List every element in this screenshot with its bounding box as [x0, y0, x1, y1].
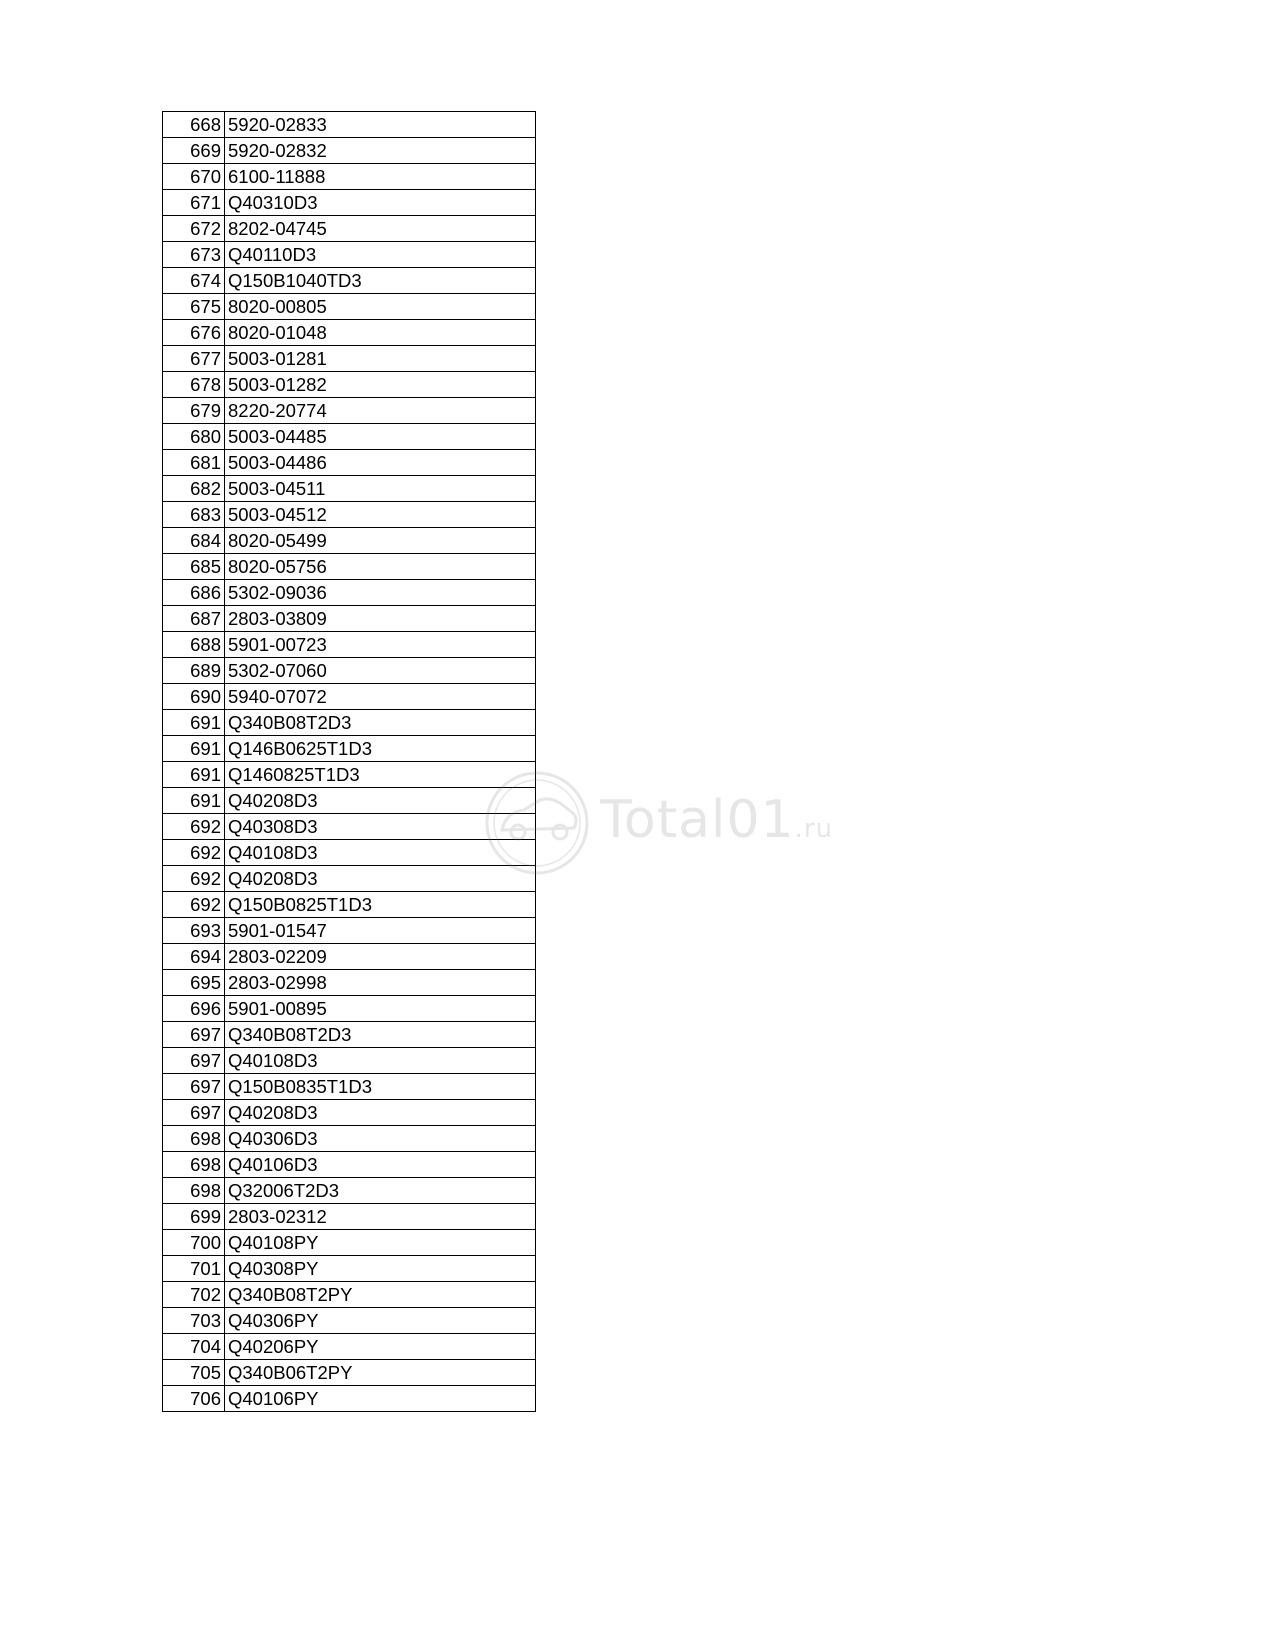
- part-code-cell: Q40308PY: [225, 1256, 536, 1282]
- table-row: [163, 268, 536, 294]
- row-number-cell: 696: [163, 996, 225, 1022]
- table-row: [163, 1360, 536, 1386]
- table-row: [163, 1152, 536, 1178]
- part-code-cell: 5003-04486: [225, 450, 536, 476]
- table-row: [163, 866, 536, 892]
- row-number-cell: 671: [163, 190, 225, 216]
- row-number-cell: 683: [163, 502, 225, 528]
- part-code-cell: 5302-09036: [225, 580, 536, 606]
- part-code-cell: 5302-07060: [225, 658, 536, 684]
- row-number-cell: 687: [163, 606, 225, 632]
- part-code-cell: Q40108D3: [225, 1048, 536, 1074]
- table-row: [163, 762, 536, 788]
- table-row: [163, 788, 536, 814]
- part-code-cell: Q32006T2D3: [225, 1178, 536, 1204]
- table-row: [163, 606, 536, 632]
- row-number-cell: 698: [163, 1178, 225, 1204]
- row-number-cell: 685: [163, 554, 225, 580]
- table-row: [163, 1178, 536, 1204]
- row-number-cell: 692: [163, 866, 225, 892]
- row-number-cell: 690: [163, 684, 225, 710]
- part-code-cell: 8020-05756: [225, 554, 536, 580]
- part-code-cell: 2803-03809: [225, 606, 536, 632]
- parts-table-body: [163, 112, 536, 1412]
- part-code-cell: 2803-02998: [225, 970, 536, 996]
- row-number-cell: 705: [163, 1360, 225, 1386]
- part-code-cell: Q40108D3: [225, 840, 536, 866]
- row-number-cell: 706: [163, 1386, 225, 1412]
- row-number-cell: 691: [163, 736, 225, 762]
- row-number-cell: 676: [163, 320, 225, 346]
- row-number-cell: 695: [163, 970, 225, 996]
- table-row: [163, 918, 536, 944]
- part-code-cell: 5920-02832: [225, 138, 536, 164]
- row-number-cell: 704: [163, 1334, 225, 1360]
- row-number-cell: 692: [163, 814, 225, 840]
- part-code-cell: Q150B0835T1D3: [225, 1074, 536, 1100]
- table-row: [163, 1074, 536, 1100]
- part-code-cell: Q40206PY: [225, 1334, 536, 1360]
- part-code-cell: Q1460825T1D3: [225, 762, 536, 788]
- row-number-cell: 698: [163, 1126, 225, 1152]
- watermark-text: Total01.ru: [600, 790, 834, 850]
- part-code-cell: Q40308D3: [225, 814, 536, 840]
- table-row: [163, 164, 536, 190]
- table-row: [163, 450, 536, 476]
- table-row: [163, 684, 536, 710]
- row-number-cell: 697: [163, 1048, 225, 1074]
- part-code-cell: 5003-01281: [225, 346, 536, 372]
- row-number-cell: 684: [163, 528, 225, 554]
- part-code-cell: 5003-04512: [225, 502, 536, 528]
- table-row: [163, 658, 536, 684]
- table-row: [163, 840, 536, 866]
- part-code-cell: Q150B1040TD3: [225, 268, 536, 294]
- table-row: [163, 476, 536, 502]
- part-code-cell: 2803-02312: [225, 1204, 536, 1230]
- table-row: [163, 632, 536, 658]
- row-number-cell: 702: [163, 1282, 225, 1308]
- part-code-cell: 8220-20774: [225, 398, 536, 424]
- table-row: [163, 1334, 536, 1360]
- row-number-cell: 678: [163, 372, 225, 398]
- part-code-cell: 8020-05499: [225, 528, 536, 554]
- part-code-cell: Q40106D3: [225, 1152, 536, 1178]
- row-number-cell: 688: [163, 632, 225, 658]
- table-row: [163, 1282, 536, 1308]
- part-code-cell: Q40306D3: [225, 1126, 536, 1152]
- part-code-cell: 5003-04511: [225, 476, 536, 502]
- part-code-cell: Q40306PY: [225, 1308, 536, 1334]
- row-number-cell: 697: [163, 1074, 225, 1100]
- row-number-cell: 697: [163, 1100, 225, 1126]
- table-row: [163, 892, 536, 918]
- table-row: [163, 424, 536, 450]
- table-row: [163, 190, 536, 216]
- table-row: [163, 1204, 536, 1230]
- table-row: [163, 1022, 536, 1048]
- table-row: [163, 970, 536, 996]
- table-row: [163, 1386, 536, 1412]
- part-code-cell: Q40106PY: [225, 1386, 536, 1412]
- row-number-cell: 691: [163, 710, 225, 736]
- parts-table: [162, 111, 536, 1412]
- table-row: [163, 944, 536, 970]
- part-code-cell: 5940-07072: [225, 684, 536, 710]
- part-code-cell: Q150B0825T1D3: [225, 892, 536, 918]
- part-code-cell: Q340B08T2D3: [225, 710, 536, 736]
- table-row: [163, 1048, 536, 1074]
- row-number-cell: 674: [163, 268, 225, 294]
- row-number-cell: 686: [163, 580, 225, 606]
- part-code-cell: 5901-00895: [225, 996, 536, 1022]
- table-row: [163, 346, 536, 372]
- part-code-cell: 6100-11888: [225, 164, 536, 190]
- row-number-cell: 679: [163, 398, 225, 424]
- row-number-cell: 692: [163, 892, 225, 918]
- row-number-cell: 701: [163, 1256, 225, 1282]
- table-row: [163, 710, 536, 736]
- part-code-cell: 8020-01048: [225, 320, 536, 346]
- row-number-cell: 680: [163, 424, 225, 450]
- row-number-cell: 668: [163, 112, 225, 138]
- part-code-cell: 2803-02209: [225, 944, 536, 970]
- row-number-cell: 677: [163, 346, 225, 372]
- row-number-cell: 669: [163, 138, 225, 164]
- row-number-cell: 689: [163, 658, 225, 684]
- row-number-cell: 682: [163, 476, 225, 502]
- row-number-cell: 692: [163, 840, 225, 866]
- row-number-cell: 672: [163, 216, 225, 242]
- row-number-cell: 693: [163, 918, 225, 944]
- table-row: [163, 112, 536, 138]
- part-code-cell: 5901-00723: [225, 632, 536, 658]
- part-code-cell: Q340B06T2PY: [225, 1360, 536, 1386]
- part-code-cell: Q40108PY: [225, 1230, 536, 1256]
- table-row: [163, 528, 536, 554]
- row-number-cell: 670: [163, 164, 225, 190]
- part-code-cell: Q340B08T2PY: [225, 1282, 536, 1308]
- row-number-cell: 675: [163, 294, 225, 320]
- row-number-cell: 691: [163, 788, 225, 814]
- table-row: [163, 1126, 536, 1152]
- row-number-cell: 691: [163, 762, 225, 788]
- table-row: [163, 294, 536, 320]
- table-row: [163, 1230, 536, 1256]
- table-row: [163, 398, 536, 424]
- part-code-cell: Q40110D3: [225, 242, 536, 268]
- part-code-cell: Q340B08T2D3: [225, 1022, 536, 1048]
- row-number-cell: 698: [163, 1152, 225, 1178]
- part-code-cell: Q146B0625T1D3: [225, 736, 536, 762]
- table-row: [163, 320, 536, 346]
- table-row: [163, 1256, 536, 1282]
- row-number-cell: 697: [163, 1022, 225, 1048]
- row-number-cell: 700: [163, 1230, 225, 1256]
- row-number-cell: 703: [163, 1308, 225, 1334]
- row-number-cell: 681: [163, 450, 225, 476]
- table-row: [163, 216, 536, 242]
- part-code-cell: Q40310D3: [225, 190, 536, 216]
- table-row: [163, 996, 536, 1022]
- table-row: [163, 736, 536, 762]
- table-row: [163, 1100, 536, 1126]
- row-number-cell: 673: [163, 242, 225, 268]
- table-row: [163, 1308, 536, 1334]
- part-code-cell: 8020-00805: [225, 294, 536, 320]
- part-code-cell: Q40208D3: [225, 1100, 536, 1126]
- table-row: [163, 554, 536, 580]
- table-row: [163, 502, 536, 528]
- table-row: [163, 242, 536, 268]
- part-code-cell: 8202-04745: [225, 216, 536, 242]
- part-code-cell: 5003-04485: [225, 424, 536, 450]
- part-code-cell: Q40208D3: [225, 788, 536, 814]
- table-row: [163, 138, 536, 164]
- table-row: [163, 580, 536, 606]
- part-code-cell: Q40208D3: [225, 866, 536, 892]
- part-code-cell: 5003-01282: [225, 372, 536, 398]
- row-number-cell: 694: [163, 944, 225, 970]
- part-code-cell: 5901-01547: [225, 918, 536, 944]
- table-row: [163, 814, 536, 840]
- row-number-cell: 699: [163, 1204, 225, 1230]
- part-code-cell: 5920-02833: [225, 112, 536, 138]
- table-row: [163, 372, 536, 398]
